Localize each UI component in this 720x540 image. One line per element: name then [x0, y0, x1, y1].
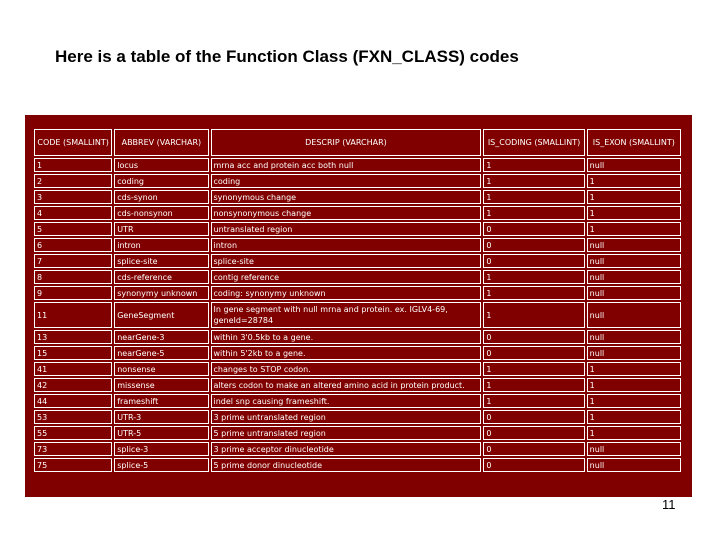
cell-abbrev: UTR-5: [114, 426, 208, 440]
table-header-row: [34, 129, 681, 156]
cell-abbrev: UTR-3: [114, 410, 208, 424]
table-row: [34, 378, 681, 392]
cell-is-exon: null: [587, 270, 681, 284]
table-row: [34, 394, 681, 408]
table-row: [34, 442, 681, 456]
table-row: [34, 302, 681, 328]
cell-code: 53: [34, 410, 112, 424]
cell-is-coding: 1: [483, 286, 584, 300]
cell-abbrev: nearGene-5: [114, 346, 208, 360]
cell-is-coding: 0: [483, 426, 584, 440]
cell-code: 55: [34, 426, 112, 440]
table-row: [34, 174, 681, 188]
cell-is-exon: null: [587, 442, 681, 456]
cell-is-coding: 0: [483, 238, 584, 252]
cell-code: 7: [34, 254, 112, 268]
cell-is-coding: 1: [483, 378, 584, 392]
cell-code: 15: [34, 346, 112, 360]
cell-abbrev: UTR: [114, 222, 208, 236]
cell-is-exon: 1: [587, 206, 681, 220]
cell-is-exon: null: [587, 302, 681, 328]
table-row: [34, 238, 681, 252]
cell-is-exon: 1: [587, 222, 681, 236]
cell-is-coding: 1: [483, 174, 584, 188]
cell-abbrev: cds-nonsynon: [114, 206, 208, 220]
cell-code: 1: [34, 158, 112, 172]
cell-abbrev: missense: [114, 378, 208, 392]
cell-is-exon: null: [587, 346, 681, 360]
table-row: [34, 222, 681, 236]
fxn-class-table-frame: [25, 115, 692, 497]
cell-is-exon: 1: [587, 174, 681, 188]
cell-abbrev: splice-site: [114, 254, 208, 268]
cell-descrip: alters codon to make an altered amino acid in protein product.: [211, 378, 482, 392]
cell-is-coding: 1: [483, 394, 584, 408]
cell-is-exon: null: [587, 458, 681, 472]
cell-code: 9: [34, 286, 112, 300]
cell-is-coding: 0: [483, 346, 584, 360]
table-row: [34, 270, 681, 284]
cell-is-coding: 1: [483, 362, 584, 376]
cell-code: 41: [34, 362, 112, 376]
table-row: [34, 410, 681, 424]
cell-descrip: untranslated region: [211, 222, 482, 236]
cell-descrip: In gene segment with null mrna and protein. ex. IGLV4-69, geneId=28784: [211, 302, 482, 328]
cell-descrip: intron: [211, 238, 482, 252]
cell-is-coding: 0: [483, 410, 584, 424]
cell-is-exon: 1: [587, 394, 681, 408]
cell-code: 13: [34, 330, 112, 344]
table-body: [34, 158, 681, 472]
cell-is-coding: 0: [483, 458, 584, 472]
cell-is-exon: 1: [587, 426, 681, 440]
table-row: [34, 346, 681, 360]
cell-descrip: splice-site: [211, 254, 482, 268]
cell-descrip: 5 prime donor dinucleotide: [211, 458, 482, 472]
cell-is-exon: null: [587, 286, 681, 300]
table-row: [34, 426, 681, 440]
cell-descrip: 5 prime untranslated region: [211, 426, 482, 440]
cell-is-coding: 1: [483, 190, 584, 204]
table-row: [34, 330, 681, 344]
table-row: [34, 190, 681, 204]
cell-is-coding: 0: [483, 330, 584, 344]
cell-abbrev: cds-reference: [114, 270, 208, 284]
cell-is-coding: 0: [483, 222, 584, 236]
cell-is-exon: 1: [587, 190, 681, 204]
cell-descrip: synonymous change: [211, 190, 482, 204]
cell-is-exon: 1: [587, 410, 681, 424]
cell-code: 11: [34, 302, 112, 328]
cell-descrip: within 3'0.5kb to a gene.: [211, 330, 482, 344]
cell-descrip: contig reference: [211, 270, 482, 284]
cell-is-coding: 1: [483, 302, 584, 328]
cell-code: 3: [34, 190, 112, 204]
cell-descrip: within 5'2kb to a gene.: [211, 346, 482, 360]
cell-code: 4: [34, 206, 112, 220]
cell-code: 8: [34, 270, 112, 284]
cell-abbrev: nonsense: [114, 362, 208, 376]
cell-descrip: indel snp causing frameshift.: [211, 394, 482, 408]
cell-is-exon: null: [587, 254, 681, 268]
table-row: [34, 362, 681, 376]
cell-is-coding: 1: [483, 270, 584, 284]
table-row: [34, 458, 681, 472]
cell-abbrev: GeneSegment: [114, 302, 208, 328]
cell-code: 42: [34, 378, 112, 392]
cell-abbrev: splice-3: [114, 442, 208, 456]
cell-descrip: coding: synonymy unknown: [211, 286, 482, 300]
column-header-is-exon: IS_EXON (SMALLINT): [587, 129, 681, 156]
cell-code: 75: [34, 458, 112, 472]
cell-is-coding: 0: [483, 442, 584, 456]
table-row: [34, 206, 681, 220]
cell-code: 44: [34, 394, 112, 408]
cell-is-coding: 1: [483, 206, 584, 220]
cell-code: 73: [34, 442, 112, 456]
table-row: [34, 286, 681, 300]
cell-abbrev: nearGene-3: [114, 330, 208, 344]
cell-descrip: 3 prime untranslated region: [211, 410, 482, 424]
cell-is-exon: null: [587, 158, 681, 172]
column-header-code: CODE (SMALLINT): [34, 129, 112, 156]
cell-is-exon: null: [587, 330, 681, 344]
cell-is-exon: null: [587, 238, 681, 252]
cell-descrip: 3 prime acceptor dinucleotide: [211, 442, 482, 456]
cell-descrip: mrna acc and protein acc both null: [211, 158, 482, 172]
slide-title: Here is a table of the Function Class (FXN_CLASS) codes: [55, 47, 519, 66]
column-header-descrip: DESCRIP (VARCHAR): [211, 129, 482, 156]
column-header-is-coding: IS_CODING (SMALLINT): [483, 129, 584, 156]
cell-is-coding: 1: [483, 158, 584, 172]
cell-is-exon: 1: [587, 362, 681, 376]
cell-abbrev: synonymy unknown: [114, 286, 208, 300]
cell-descrip: changes to STOP codon.: [211, 362, 482, 376]
cell-abbrev: cds-synon: [114, 190, 208, 204]
cell-is-coding: 0: [483, 254, 584, 268]
fxn-class-table: [32, 127, 683, 474]
cell-is-exon: 1: [587, 378, 681, 392]
cell-code: 5: [34, 222, 112, 236]
table-row: [34, 158, 681, 172]
page-number: 11: [662, 497, 676, 512]
cell-abbrev: locus: [114, 158, 208, 172]
cell-code: 6: [34, 238, 112, 252]
cell-abbrev: frameshift: [114, 394, 208, 408]
table-row: [34, 254, 681, 268]
cell-abbrev: intron: [114, 238, 208, 252]
cell-descrip: nonsynonymous change: [211, 206, 482, 220]
cell-abbrev: coding: [114, 174, 208, 188]
cell-descrip: coding: [211, 174, 482, 188]
column-header-abbrev: ABBREV (VARCHAR): [114, 129, 208, 156]
cell-code: 2: [34, 174, 112, 188]
cell-abbrev: splice-5: [114, 458, 208, 472]
